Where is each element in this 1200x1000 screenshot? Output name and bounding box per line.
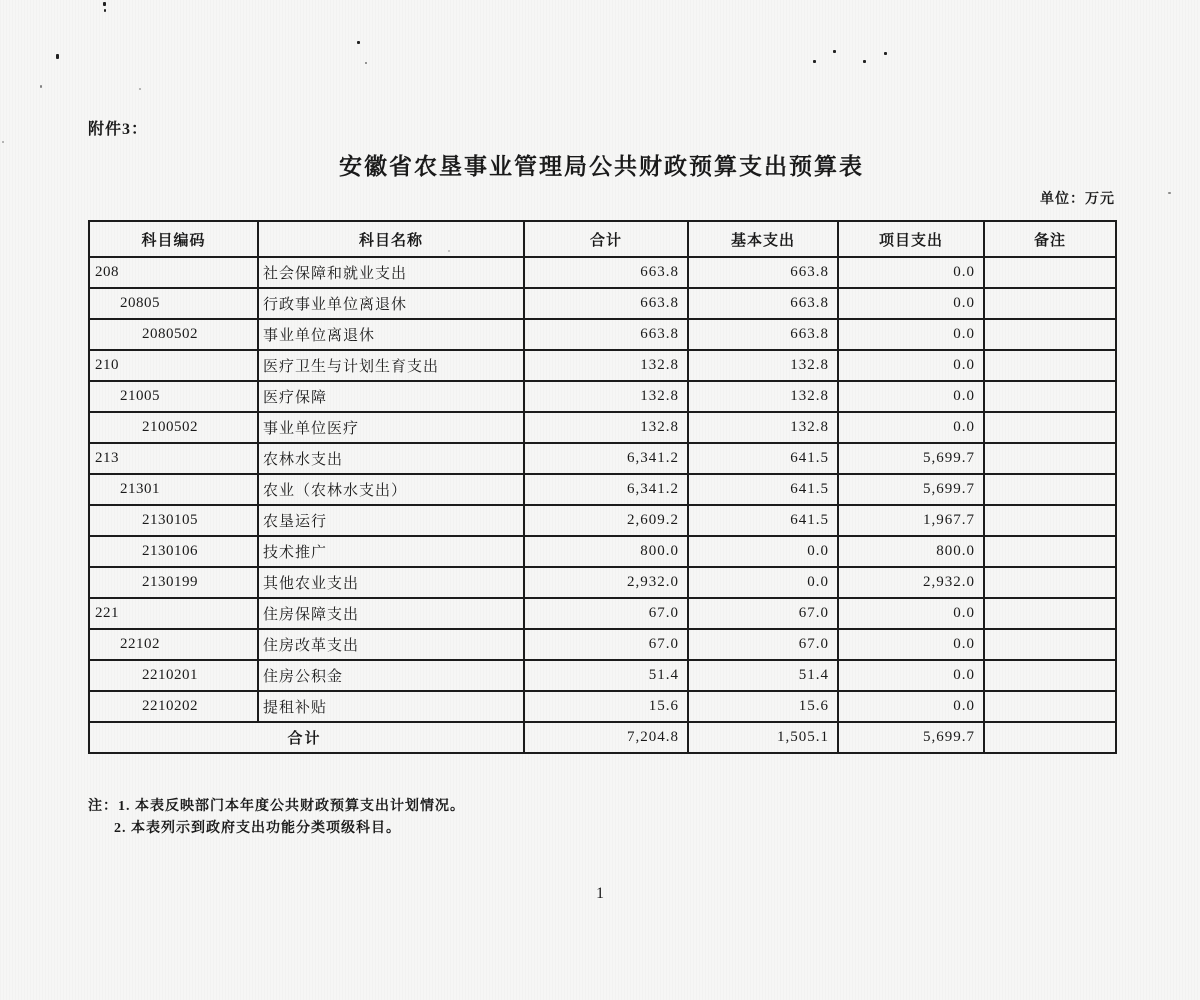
footnotes	[88, 796, 465, 840]
column-header-subject-name: 科目名称	[258, 221, 524, 257]
table-row	[89, 443, 1116, 474]
cell-project-expense: 0.0	[838, 350, 984, 381]
cell-basic-expense: 0.0	[688, 536, 838, 567]
column-header-total: 合计	[524, 221, 688, 257]
scan-speckle	[1168, 192, 1171, 194]
table-row	[89, 381, 1116, 412]
column-header-subject-code: 科目编码	[89, 221, 258, 257]
table-row	[89, 350, 1116, 381]
cell-subject-name: 农垦运行	[258, 505, 524, 536]
scan-speckle	[103, 2, 106, 6]
cell-subject-code: 213	[89, 443, 258, 474]
column-header-remark: 备注	[984, 221, 1116, 257]
cell-remark	[984, 629, 1116, 660]
cell-project-expense: 0.0	[838, 288, 984, 319]
scan-speckle	[863, 60, 866, 63]
table-row	[89, 660, 1116, 691]
cell-subject-code: 210	[89, 350, 258, 381]
cell-basic-expense: 641.5	[688, 474, 838, 505]
cell-remark	[984, 350, 1116, 381]
cell-basic-expense: 67.0	[688, 598, 838, 629]
cell-project-expense: 5,699.7	[838, 474, 984, 505]
cell-subject-code: 2080502	[89, 319, 258, 350]
table-row	[89, 288, 1116, 319]
table-row	[89, 598, 1116, 629]
table-row	[89, 319, 1116, 350]
cell-project-expense: 0.0	[838, 381, 984, 412]
table-row	[89, 257, 1116, 288]
cell-project-expense: 800.0	[838, 536, 984, 567]
cell-subject-code: 20805	[89, 288, 258, 319]
table-row	[89, 505, 1116, 536]
table-row	[89, 536, 1116, 567]
scan-speckle	[40, 85, 42, 88]
table-row	[89, 567, 1116, 598]
table-header-row	[89, 221, 1116, 257]
page-title: 安徽省农垦事业管理局公共财政预算支出预算表	[339, 154, 864, 179]
cell-subject-name: 住房公积金	[258, 660, 524, 691]
total-row-project: 5,699.7	[838, 722, 984, 753]
footnote-prefix: 注：	[88, 799, 118, 814]
cell-remark	[984, 691, 1116, 722]
cell-total: 800.0	[524, 536, 688, 567]
cell-subject-code: 2130106	[89, 536, 258, 567]
cell-total: 6,341.2	[524, 474, 688, 505]
scan-speckle	[884, 52, 887, 55]
cell-basic-expense: 0.0	[688, 567, 838, 598]
cell-remark	[984, 505, 1116, 536]
table-row	[89, 691, 1116, 722]
cell-subject-name: 农业（农林水支出）	[258, 474, 524, 505]
cell-remark	[984, 381, 1116, 412]
cell-subject-code: 22102	[89, 629, 258, 660]
cell-total: 663.8	[524, 288, 688, 319]
total-row-remark	[984, 722, 1116, 753]
cell-project-expense: 0.0	[838, 257, 984, 288]
cell-subject-name: 技术推广	[258, 536, 524, 567]
scan-speckle	[56, 54, 59, 59]
scan-speckle	[104, 9, 106, 12]
cell-basic-expense: 51.4	[688, 660, 838, 691]
cell-basic-expense: 641.5	[688, 505, 838, 536]
cell-total: 663.8	[524, 319, 688, 350]
cell-basic-expense: 663.8	[688, 288, 838, 319]
cell-total: 132.8	[524, 412, 688, 443]
total-row-label: 合计	[89, 722, 524, 753]
cell-project-expense: 5,699.7	[838, 443, 984, 474]
cell-subject-name: 行政事业单位离退休	[258, 288, 524, 319]
cell-remark	[984, 412, 1116, 443]
table-row	[89, 412, 1116, 443]
cell-subject-code: 2130105	[89, 505, 258, 536]
cell-subject-name: 住房保障支出	[258, 598, 524, 629]
cell-subject-code: 2100502	[89, 412, 258, 443]
cell-subject-code: 2130199	[89, 567, 258, 598]
cell-project-expense: 0.0	[838, 629, 984, 660]
cell-subject-name: 事业单位医疗	[258, 412, 524, 443]
cell-basic-expense: 67.0	[688, 629, 838, 660]
cell-subject-name: 事业单位离退休	[258, 319, 524, 350]
cell-total: 2,609.2	[524, 505, 688, 536]
cell-subject-code: 2210201	[89, 660, 258, 691]
table-row	[89, 629, 1116, 660]
cell-project-expense: 2,932.0	[838, 567, 984, 598]
cell-basic-expense: 132.8	[688, 381, 838, 412]
cell-subject-name: 提租补贴	[258, 691, 524, 722]
cell-basic-expense: 132.8	[688, 412, 838, 443]
total-row-total: 7,204.8	[524, 722, 688, 753]
scan-speckle	[2, 141, 4, 143]
unit-label: 单位：万元	[1040, 192, 1115, 207]
budget-table	[88, 220, 1117, 754]
scan-speckle	[139, 88, 141, 90]
page-number: 1	[596, 885, 604, 902]
cell-basic-expense: 132.8	[688, 350, 838, 381]
footnote-line-1: 注：1. 本表反映部门本年度公共财政预算支出计划情况。	[88, 799, 465, 814]
cell-project-expense: 0.0	[838, 319, 984, 350]
cell-remark	[984, 474, 1116, 505]
cell-subject-name: 农林水支出	[258, 443, 524, 474]
total-row	[89, 722, 1116, 753]
cell-total: 6,341.2	[524, 443, 688, 474]
scan-speckle	[833, 50, 836, 53]
cell-project-expense: 0.0	[838, 691, 984, 722]
cell-project-expense: 0.0	[838, 660, 984, 691]
cell-subject-name: 住房改革支出	[258, 629, 524, 660]
cell-remark	[984, 536, 1116, 567]
cell-subject-name: 社会保障和就业支出	[258, 257, 524, 288]
table-row	[89, 474, 1116, 505]
cell-subject-code: 208	[89, 257, 258, 288]
table-body	[89, 257, 1116, 722]
cell-remark	[984, 660, 1116, 691]
cell-remark	[984, 443, 1116, 474]
cell-total: 15.6	[524, 691, 688, 722]
cell-basic-expense: 15.6	[688, 691, 838, 722]
cell-total: 132.8	[524, 381, 688, 412]
cell-total: 663.8	[524, 257, 688, 288]
cell-subject-code: 2210202	[89, 691, 258, 722]
column-header-project-expense: 项目支出	[838, 221, 984, 257]
total-row-basic: 1,505.1	[688, 722, 838, 753]
cell-remark	[984, 288, 1116, 319]
cell-basic-expense: 663.8	[688, 257, 838, 288]
cell-total: 2,932.0	[524, 567, 688, 598]
attachment-label: 附件3：	[88, 121, 149, 138]
cell-subject-code: 21301	[89, 474, 258, 505]
cell-subject-name: 医疗卫生与计划生育支出	[258, 350, 524, 381]
cell-subject-name: 其他农业支出	[258, 567, 524, 598]
scan-speckle	[813, 60, 816, 63]
footnote-line-2: 2. 本表列示到政府支出功能分类项级科目。	[114, 821, 401, 836]
column-header-basic-expense: 基本支出	[688, 221, 838, 257]
cell-total: 67.0	[524, 629, 688, 660]
cell-remark	[984, 598, 1116, 629]
cell-basic-expense: 663.8	[688, 319, 838, 350]
cell-subject-code: 21005	[89, 381, 258, 412]
cell-total: 67.0	[524, 598, 688, 629]
cell-project-expense: 1,967.7	[838, 505, 984, 536]
scan-speckle	[357, 41, 360, 44]
scan-speckle	[365, 62, 367, 64]
cell-total: 51.4	[524, 660, 688, 691]
cell-subject-name: 医疗保障	[258, 381, 524, 412]
cell-project-expense: 0.0	[838, 412, 984, 443]
cell-remark	[984, 257, 1116, 288]
cell-remark	[984, 319, 1116, 350]
cell-remark	[984, 567, 1116, 598]
cell-subject-code: 221	[89, 598, 258, 629]
cell-total: 132.8	[524, 350, 688, 381]
cell-project-expense: 0.0	[838, 598, 984, 629]
cell-basic-expense: 641.5	[688, 443, 838, 474]
